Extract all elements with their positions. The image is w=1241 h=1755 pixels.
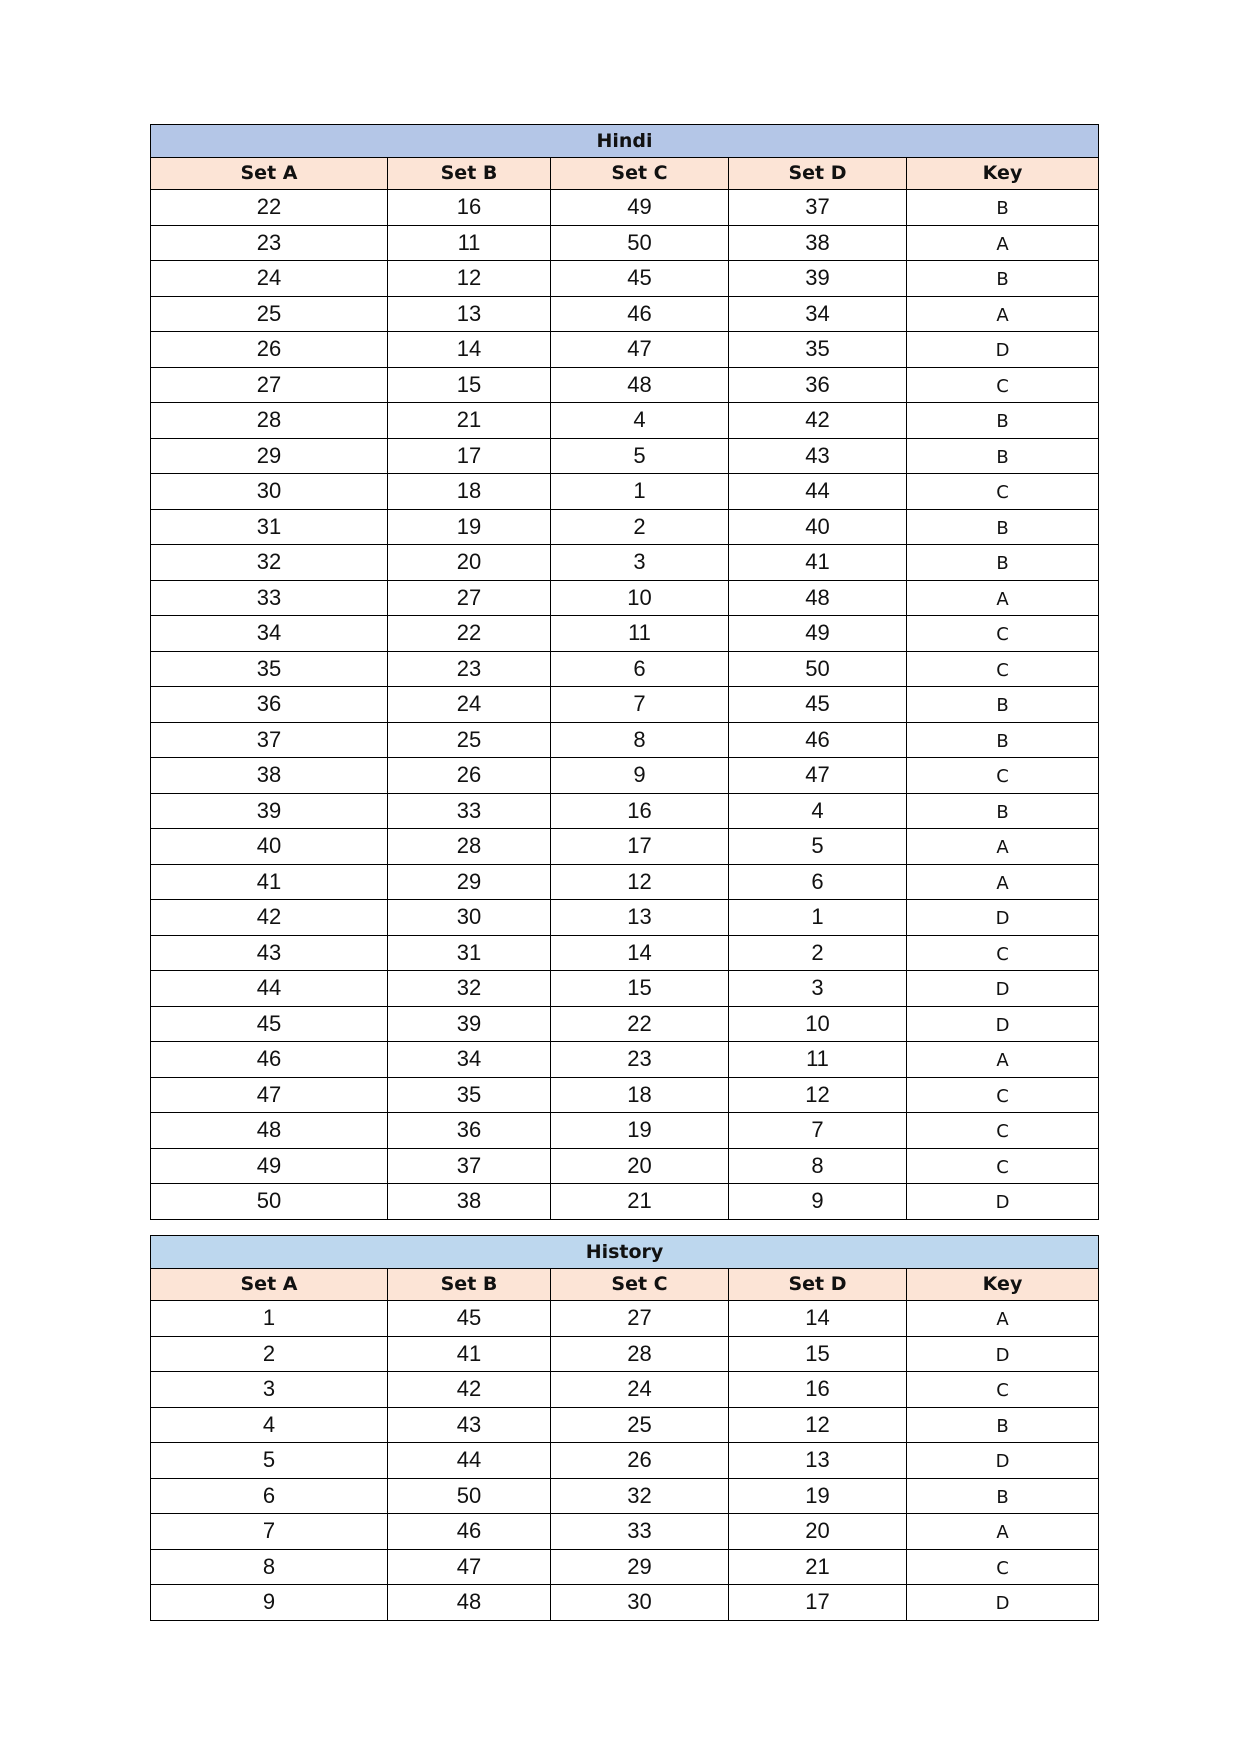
set-c-cell: 29 <box>551 1549 729 1585</box>
set-c-cell: 22 <box>551 1006 729 1042</box>
set-d-cell: 42 <box>729 403 907 439</box>
set-d-cell: 44 <box>729 474 907 510</box>
table-row <box>151 1301 1099 1337</box>
key-cell: A <box>907 225 1099 261</box>
key-cell: B <box>907 722 1099 758</box>
table-row <box>151 1042 1099 1078</box>
set-c-cell: 8 <box>551 722 729 758</box>
set-d-cell: 43 <box>729 438 907 474</box>
set-d-cell: 14 <box>729 1301 907 1337</box>
set-c-cell: 17 <box>551 829 729 865</box>
table-row <box>151 1113 1099 1149</box>
table-row <box>151 758 1099 794</box>
set-d-cell: 37 <box>729 190 907 226</box>
set-a-cell: 43 <box>151 935 388 971</box>
set-a-cell: 45 <box>151 1006 388 1042</box>
key-cell: D <box>907 1006 1099 1042</box>
set-d-cell: 8 <box>729 1148 907 1184</box>
key-cell: B <box>907 190 1099 226</box>
table-row <box>151 971 1099 1007</box>
set-b-cell: 35 <box>388 1077 551 1113</box>
set-a-cell: 48 <box>151 1113 388 1149</box>
set-a-cell: 50 <box>151 1184 388 1220</box>
key-cell: C <box>907 1077 1099 1113</box>
set-d-cell: 13 <box>729 1443 907 1479</box>
set-c-cell: 16 <box>551 793 729 829</box>
table-row <box>151 261 1099 297</box>
set-d-cell: 21 <box>729 1549 907 1585</box>
set-b-cell: 44 <box>388 1443 551 1479</box>
set-d-cell: 16 <box>729 1372 907 1408</box>
set-a-cell: 24 <box>151 261 388 297</box>
table-row <box>151 1077 1099 1113</box>
key-cell: C <box>907 1372 1099 1408</box>
set-d-cell: 10 <box>729 1006 907 1042</box>
set-c-cell: 28 <box>551 1336 729 1372</box>
set-b-cell: 22 <box>388 616 551 652</box>
key-cell: C <box>907 651 1099 687</box>
key-cell: D <box>907 1585 1099 1621</box>
column-header-set-a: Set A <box>151 1268 388 1301</box>
set-c-cell: 18 <box>551 1077 729 1113</box>
table-row <box>151 900 1099 936</box>
set-c-cell: 13 <box>551 900 729 936</box>
set-c-cell: 47 <box>551 332 729 368</box>
key-cell: B <box>907 687 1099 723</box>
key-cell: C <box>907 474 1099 510</box>
table-row <box>151 438 1099 474</box>
set-b-cell: 47 <box>388 1549 551 1585</box>
set-d-cell: 11 <box>729 1042 907 1078</box>
set-a-cell: 42 <box>151 900 388 936</box>
set-b-cell: 46 <box>388 1514 551 1550</box>
set-d-cell: 41 <box>729 545 907 581</box>
table-row <box>151 651 1099 687</box>
set-b-cell: 17 <box>388 438 551 474</box>
set-c-cell: 25 <box>551 1407 729 1443</box>
set-c-cell: 32 <box>551 1478 729 1514</box>
set-c-cell: 24 <box>551 1372 729 1408</box>
table-row <box>151 1372 1099 1408</box>
set-a-cell: 40 <box>151 829 388 865</box>
key-cell: B <box>907 1407 1099 1443</box>
set-b-cell: 38 <box>388 1184 551 1220</box>
set-c-cell: 26 <box>551 1443 729 1479</box>
set-b-cell: 28 <box>388 829 551 865</box>
table-row <box>151 1184 1099 1220</box>
table-row <box>151 1407 1099 1443</box>
set-d-cell: 50 <box>729 651 907 687</box>
table-row <box>151 474 1099 510</box>
set-b-cell: 39 <box>388 1006 551 1042</box>
set-d-cell: 49 <box>729 616 907 652</box>
key-cell: D <box>907 971 1099 1007</box>
set-a-cell: 25 <box>151 296 388 332</box>
set-a-cell: 36 <box>151 687 388 723</box>
key-cell: A <box>907 580 1099 616</box>
set-d-cell: 2 <box>729 935 907 971</box>
set-a-cell: 33 <box>151 580 388 616</box>
set-c-cell: 11 <box>551 616 729 652</box>
set-c-cell: 21 <box>551 1184 729 1220</box>
set-b-cell: 41 <box>388 1336 551 1372</box>
set-d-cell: 48 <box>729 580 907 616</box>
table-row <box>151 935 1099 971</box>
set-b-cell: 23 <box>388 651 551 687</box>
set-d-cell: 12 <box>729 1407 907 1443</box>
set-b-cell: 19 <box>388 509 551 545</box>
set-b-cell: 48 <box>388 1585 551 1621</box>
set-d-cell: 12 <box>729 1077 907 1113</box>
set-c-cell: 49 <box>551 190 729 226</box>
key-cell: B <box>907 1478 1099 1514</box>
set-a-cell: 38 <box>151 758 388 794</box>
set-c-cell: 50 <box>551 225 729 261</box>
table-row <box>151 509 1099 545</box>
set-b-cell: 20 <box>388 545 551 581</box>
key-cell: C <box>907 1148 1099 1184</box>
table-row <box>151 793 1099 829</box>
set-c-cell: 46 <box>551 296 729 332</box>
set-b-cell: 14 <box>388 332 551 368</box>
key-cell: D <box>907 1336 1099 1372</box>
set-b-cell: 42 <box>388 1372 551 1408</box>
column-header-set-c: Set C <box>551 1268 729 1301</box>
set-a-cell: 47 <box>151 1077 388 1113</box>
table-row <box>151 403 1099 439</box>
set-c-cell: 30 <box>551 1585 729 1621</box>
column-header-set-d: Set D <box>729 1268 907 1301</box>
table-row <box>151 1443 1099 1479</box>
key-cell: C <box>907 1113 1099 1149</box>
set-b-cell: 26 <box>388 758 551 794</box>
set-d-cell: 46 <box>729 722 907 758</box>
set-a-cell: 27 <box>151 367 388 403</box>
set-d-cell: 40 <box>729 509 907 545</box>
table-row <box>151 616 1099 652</box>
set-b-cell: 43 <box>388 1407 551 1443</box>
set-a-cell: 46 <box>151 1042 388 1078</box>
key-cell: A <box>907 1301 1099 1337</box>
key-cell: B <box>907 438 1099 474</box>
set-a-cell: 44 <box>151 971 388 1007</box>
set-d-cell: 3 <box>729 971 907 1007</box>
table-title: Hindi <box>151 125 1099 158</box>
set-a-cell: 3 <box>151 1372 388 1408</box>
set-a-cell: 26 <box>151 332 388 368</box>
table-row <box>151 1478 1099 1514</box>
set-d-cell: 35 <box>729 332 907 368</box>
set-c-cell: 9 <box>551 758 729 794</box>
key-cell: B <box>907 793 1099 829</box>
key-cell: B <box>907 403 1099 439</box>
set-a-cell: 39 <box>151 793 388 829</box>
table-title: History <box>151 1236 1099 1269</box>
set-b-cell: 16 <box>388 190 551 226</box>
set-a-cell: 6 <box>151 1478 388 1514</box>
set-d-cell: 1 <box>729 900 907 936</box>
set-a-cell: 32 <box>151 545 388 581</box>
set-c-cell: 20 <box>551 1148 729 1184</box>
set-a-cell: 31 <box>151 509 388 545</box>
set-b-cell: 31 <box>388 935 551 971</box>
set-a-cell: 2 <box>151 1336 388 1372</box>
set-a-cell: 8 <box>151 1549 388 1585</box>
table-row <box>151 687 1099 723</box>
key-cell: C <box>907 1549 1099 1585</box>
set-b-cell: 21 <box>388 403 551 439</box>
column-header-key: Key <box>907 157 1099 190</box>
set-b-cell: 34 <box>388 1042 551 1078</box>
set-d-cell: 7 <box>729 1113 907 1149</box>
set-b-cell: 11 <box>388 225 551 261</box>
set-a-cell: 22 <box>151 190 388 226</box>
set-a-cell: 29 <box>151 438 388 474</box>
table-row <box>151 1514 1099 1550</box>
set-c-cell: 48 <box>551 367 729 403</box>
column-header-set-a: Set A <box>151 157 388 190</box>
set-b-cell: 30 <box>388 900 551 936</box>
set-c-cell: 5 <box>551 438 729 474</box>
table-row <box>151 580 1099 616</box>
set-d-cell: 15 <box>729 1336 907 1372</box>
set-a-cell: 4 <box>151 1407 388 1443</box>
set-d-cell: 20 <box>729 1514 907 1550</box>
set-a-cell: 1 <box>151 1301 388 1337</box>
set-a-cell: 34 <box>151 616 388 652</box>
set-c-cell: 6 <box>551 651 729 687</box>
set-a-cell: 37 <box>151 722 388 758</box>
set-d-cell: 34 <box>729 296 907 332</box>
set-d-cell: 9 <box>729 1184 907 1220</box>
set-b-cell: 12 <box>388 261 551 297</box>
key-cell: C <box>907 935 1099 971</box>
set-d-cell: 5 <box>729 829 907 865</box>
set-b-cell: 36 <box>388 1113 551 1149</box>
set-c-cell: 33 <box>551 1514 729 1550</box>
key-cell: D <box>907 1184 1099 1220</box>
set-b-cell: 18 <box>388 474 551 510</box>
key-cell: C <box>907 616 1099 652</box>
table-row <box>151 864 1099 900</box>
set-b-cell: 29 <box>388 864 551 900</box>
table-row <box>151 296 1099 332</box>
column-header-key: Key <box>907 1268 1099 1301</box>
set-b-cell: 25 <box>388 722 551 758</box>
table-row <box>151 367 1099 403</box>
set-c-cell: 27 <box>551 1301 729 1337</box>
set-c-cell: 10 <box>551 580 729 616</box>
set-b-cell: 33 <box>388 793 551 829</box>
set-c-cell: 15 <box>551 971 729 1007</box>
set-b-cell: 27 <box>388 580 551 616</box>
set-a-cell: 49 <box>151 1148 388 1184</box>
table-row <box>151 545 1099 581</box>
set-d-cell: 47 <box>729 758 907 794</box>
table-row <box>151 1148 1099 1184</box>
set-a-cell: 7 <box>151 1514 388 1550</box>
set-b-cell: 15 <box>388 367 551 403</box>
set-d-cell: 36 <box>729 367 907 403</box>
key-cell: B <box>907 545 1099 581</box>
key-cell: C <box>907 367 1099 403</box>
key-cell: B <box>907 261 1099 297</box>
set-a-cell: 5 <box>151 1443 388 1479</box>
set-d-cell: 17 <box>729 1585 907 1621</box>
set-a-cell: 28 <box>151 403 388 439</box>
key-cell: D <box>907 332 1099 368</box>
hindi-answer-key-table <box>150 124 1099 1220</box>
table-row <box>151 1585 1099 1621</box>
key-cell: D <box>907 900 1099 936</box>
set-d-cell: 6 <box>729 864 907 900</box>
key-cell: A <box>907 864 1099 900</box>
key-cell: D <box>907 1443 1099 1479</box>
table-row <box>151 1336 1099 1372</box>
table-row <box>151 1006 1099 1042</box>
table-row <box>151 190 1099 226</box>
set-b-cell: 32 <box>388 971 551 1007</box>
key-cell: A <box>907 1514 1099 1550</box>
set-a-cell: 35 <box>151 651 388 687</box>
column-header-set-b: Set B <box>388 157 551 190</box>
set-d-cell: 19 <box>729 1478 907 1514</box>
column-header-set-b: Set B <box>388 1268 551 1301</box>
column-header-set-c: Set C <box>551 157 729 190</box>
set-c-cell: 19 <box>551 1113 729 1149</box>
set-c-cell: 45 <box>551 261 729 297</box>
set-c-cell: 14 <box>551 935 729 971</box>
set-c-cell: 23 <box>551 1042 729 1078</box>
key-cell: B <box>907 509 1099 545</box>
table-row <box>151 1549 1099 1585</box>
set-b-cell: 37 <box>388 1148 551 1184</box>
key-cell: A <box>907 829 1099 865</box>
set-c-cell: 3 <box>551 545 729 581</box>
set-c-cell: 1 <box>551 474 729 510</box>
key-cell: A <box>907 1042 1099 1078</box>
history-answer-key-table <box>150 1235 1099 1621</box>
table-row <box>151 332 1099 368</box>
set-b-cell: 50 <box>388 1478 551 1514</box>
set-a-cell: 23 <box>151 225 388 261</box>
set-a-cell: 30 <box>151 474 388 510</box>
set-d-cell: 45 <box>729 687 907 723</box>
column-header-set-d: Set D <box>729 157 907 190</box>
key-cell: C <box>907 758 1099 794</box>
set-b-cell: 24 <box>388 687 551 723</box>
table-row <box>151 225 1099 261</box>
set-a-cell: 41 <box>151 864 388 900</box>
set-c-cell: 12 <box>551 864 729 900</box>
set-d-cell: 4 <box>729 793 907 829</box>
set-d-cell: 38 <box>729 225 907 261</box>
set-d-cell: 39 <box>729 261 907 297</box>
set-b-cell: 13 <box>388 296 551 332</box>
set-c-cell: 7 <box>551 687 729 723</box>
table-row <box>151 722 1099 758</box>
set-c-cell: 4 <box>551 403 729 439</box>
set-c-cell: 2 <box>551 509 729 545</box>
set-a-cell: 9 <box>151 1585 388 1621</box>
set-b-cell: 45 <box>388 1301 551 1337</box>
key-cell: A <box>907 296 1099 332</box>
table-row <box>151 829 1099 865</box>
